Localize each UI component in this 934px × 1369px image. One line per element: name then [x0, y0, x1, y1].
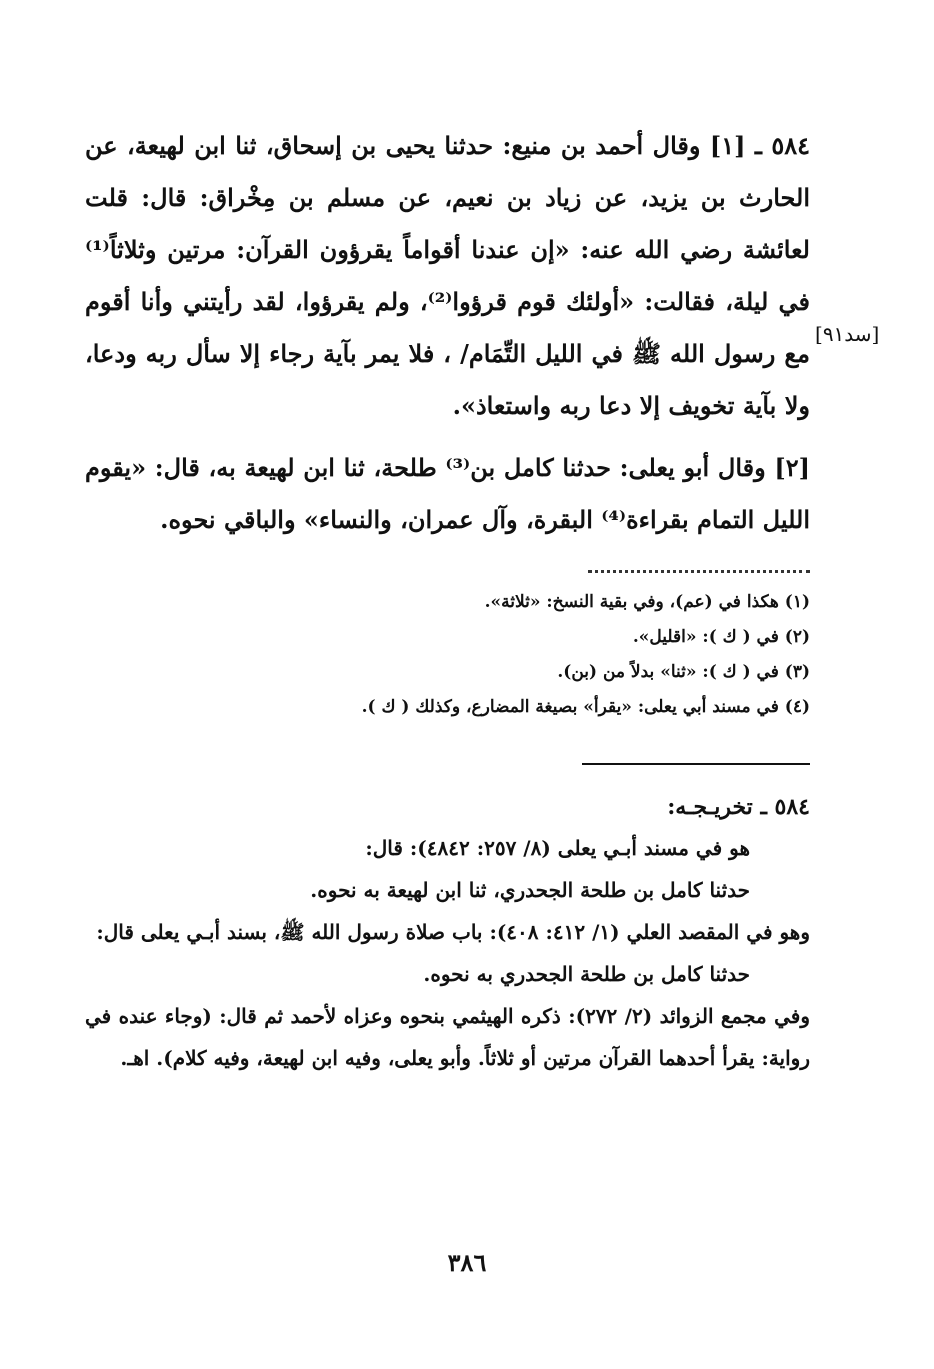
hadith-text: [85, 120, 810, 546]
takhrij-line-2: حدثنا كامل بن طلحة الجحدري، ثنا ابن لهيعة به نحوه.: [310, 878, 750, 902]
margin-reference: [سد٩١]: [815, 322, 880, 346]
hadith-paragraph-2: [٢] وقال أبو يعلى: حدثنا كامل بن⁽³⁾ طلحة، ثنا ابن لهيعة به، قال: «يقوم الليل التمام بقراءة⁽⁴⁾ البقرة، وآل عمران، والنساء» والباقي نحوه.: [85, 453, 811, 534]
footnote-1: (١) هكذا في (عم)، وفي بقية النسخ: «ثلاثة».: [484, 592, 810, 612]
takhrij-line-4: حدثنا كامل بن طلحة الجحدري به نحوه.: [423, 962, 750, 986]
footnote-3: (٣) في ( ك ): «ثنا» بدلاً من (بن).: [557, 662, 810, 682]
page-number: ٣٨٦: [447, 1248, 487, 1277]
takhrij-section: [85, 787, 810, 1079]
footnote-2: (٢) في ( ك ): «اقليل».: [632, 627, 810, 647]
takhrij-separator: [582, 763, 810, 765]
footnote-4: (٤) في مسند أبي يعلى: «يقرأ» بصيغة المضارع، وكذلك ( ك ).: [361, 697, 810, 717]
footnote-separator: [588, 570, 810, 573]
footnotes: [85, 585, 810, 725]
takhrij-line-3: وهو في المقصد العلي (١/ ٤١٢: ٤٠٨): باب صلاة رسول الله ﷺ، بسند أبـي يعلى قال:: [96, 920, 810, 944]
page-content: [85, 120, 810, 1079]
takhrij-line-1: هو في مسند أبـي يعلى (٨/ ٢٥٧: ٤٨٤٢): قال:: [365, 836, 750, 860]
takhrij-title: ٥٨٤ ـ تخريـجـه:: [667, 794, 810, 820]
takhrij-line-5: وفي مجمع الزوائد (٢/ ٢٧٢): ذكره الهيثمي بنحوه وعزاه لأحمد ثم قال: (وجاء عنده في رواية: يقرأ أحدهما القرآن مرتين أو ثلاثاً. وأبو يعلى، وفيه ابن لهيعة، وفيه كلام). اهـ.: [85, 1004, 810, 1070]
hadith-paragraph-1: ٥٨٤ ـ [١] وقال أحمد بن منيع: حدثنا يحيى بن إسحاق، ثنا ابن لهيعة، عن الحارث بن يزيد، عن زياد بن نعيم، عن مسلم بن مِخْراق: قال: قلت لعائشة رضي الله عنه: «إن عندنا أقواماً يقرؤون القرآن: مرتين وثلاثاً⁽¹⁾ في ليلة، فقالت: «أولئك قوم قرؤوا⁽²⁾، ولم يقرؤوا، لقد رأيتني وأنا أقوم مع رسول الله ﷺ في الليل التِّمَام/ ، فلا يمر بآية رجاء إلا سأل ربه ودعا، ولا بآية تخويف إلا دعا ربه واستعاذ».: [85, 131, 810, 420]
